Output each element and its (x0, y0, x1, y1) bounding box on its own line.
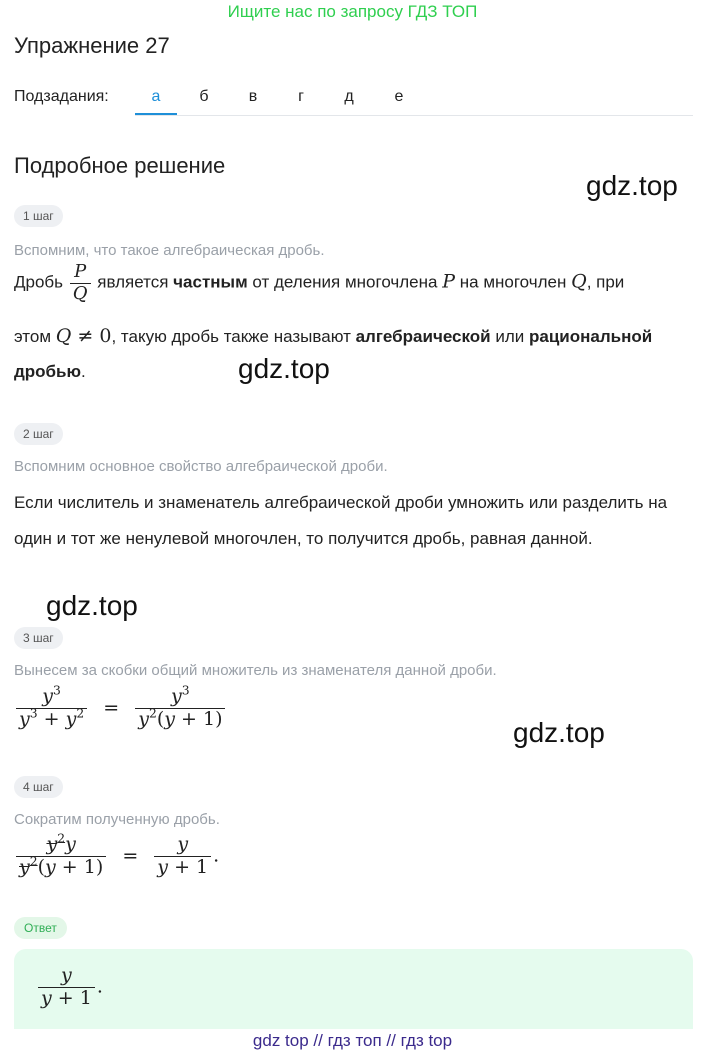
watermark: gdz.top (586, 170, 678, 201)
top-banner[interactable]: Ищите нас по запросу ГДЗ ТОП (227, 2, 478, 21)
tab-subtask-b[interactable]: б (199, 88, 209, 105)
step-2-badge: 2 шаг (14, 423, 63, 445)
watermark: gdz.top (513, 717, 605, 748)
tab-subtask-v[interactable]: в (248, 88, 258, 105)
footer-links[interactable]: gdz top // гдз топ // гдз top (252, 1031, 453, 1050)
answer-formula: $\frac{y}{y + 1}$ . (36, 965, 103, 1010)
step-4-hint: Сократим полученную дробь. (14, 811, 220, 828)
step-2-hint: Вспомним основное свойство алгебраической дроби. (14, 458, 388, 475)
step-1-text: Дробь $\frac{P}{Q}$ является частным от деления многочлена P на многочлен Q, при (14, 261, 625, 304)
watermark: gdz.top (238, 353, 330, 384)
answer-badge: Ответ (14, 917, 67, 939)
page-title: Упражнение 27 (14, 33, 170, 58)
subtasks-label: Подзадания: (14, 88, 109, 105)
tab-subtask-a[interactable]: а (151, 88, 161, 105)
step-4-formula: $\frac{y^2y}{y^2(y + 1)}$ = $\frac{y}{y + 1}$ . (14, 834, 219, 879)
step-1-badge: 1 шаг (14, 205, 63, 227)
step-3-hint: Вынесем за скобки общий множитель из знаменателя данной дроби. (14, 662, 497, 679)
step-1-text-cont: этом Q ≠ 0, такую дробь также называют алгебраической или рациональной (14, 325, 653, 347)
answer-box (14, 949, 693, 1029)
tab-subtask-d[interactable]: д (344, 88, 354, 105)
step-2-text: Если числитель и знаменатель алгебраической дроби умножить или разделить на один и тот же ненулевой многочлен, то получится дробь, равная данной. (14, 493, 668, 548)
tabs-divider (135, 115, 693, 116)
tab-subtask-g[interactable]: г (298, 88, 304, 105)
tab-subtask-e[interactable]: е (394, 88, 404, 105)
section-title: Подробное решение (14, 153, 226, 178)
step-3-badge: 3 шаг (14, 627, 63, 649)
step-1-hint: Вспомним, что такое алгебраическая дробь. (14, 242, 325, 259)
step-4-badge: 4 шаг (14, 776, 63, 798)
step-3-formula: $\frac{y^3}{y^3 + y^2}$ = $\frac{y^3}{y^2(y + 1)}$ (14, 686, 227, 731)
watermark: gdz.top (46, 590, 138, 621)
fraction-p-over-q: $\frac{P}{Q}$ (70, 262, 91, 304)
step-1-text-end: дробью. (14, 362, 86, 381)
